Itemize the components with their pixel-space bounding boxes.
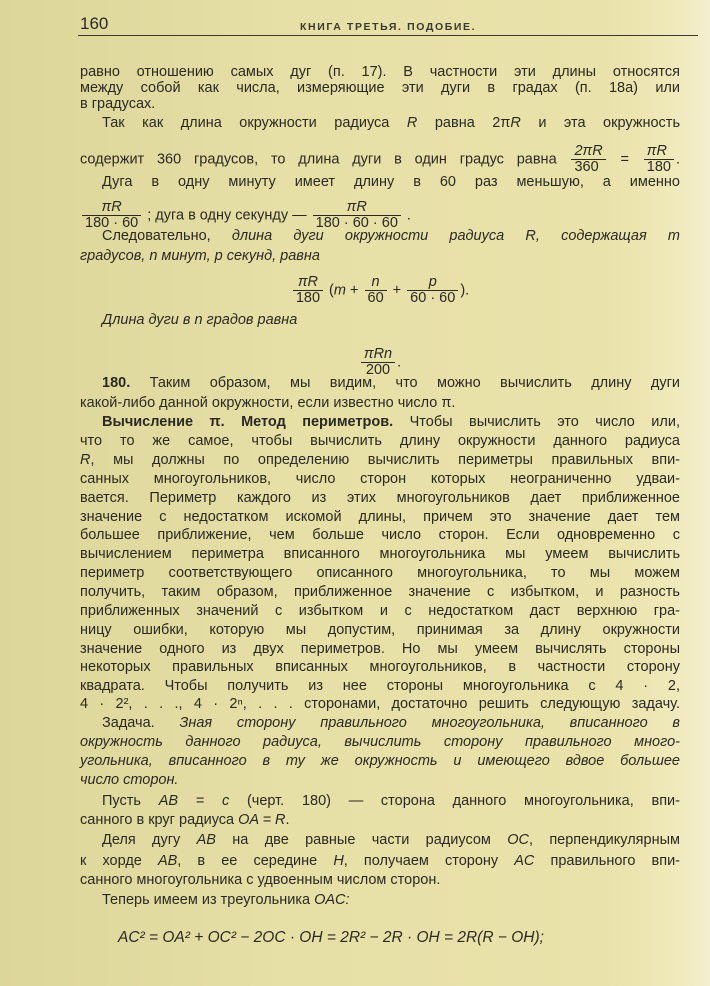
text-line bbox=[80, 891, 680, 909]
text-segment: некоторых правильных вписанных многоугольников, в частности сторону bbox=[80, 659, 680, 675]
text-segment: содержит 360 градусов, то длина дуги в один градус равна bbox=[80, 151, 570, 168]
italic-text: Длина дуги в n градов равна bbox=[102, 312, 298, 328]
text-segment: 4 · 2², . . ., 4 · 2ⁿ, . . . сторонами, достаточно решить следующую задачу. bbox=[80, 696, 680, 712]
bold-heading: Вычисление π. Метод периметров. bbox=[102, 414, 394, 430]
text-line bbox=[80, 583, 680, 601]
italic-text: Зная сторону правильного многоугольника, вписанного в bbox=[179, 715, 680, 731]
text-line bbox=[80, 432, 680, 450]
text-segment: в градусах. bbox=[80, 96, 156, 112]
fraction-numerator: n bbox=[365, 275, 387, 291]
italic-text: AC² = OA² + OC² − 2OC · OH = 2R² − 2R · OH = 2R(R − OH); bbox=[118, 929, 544, 946]
text-segment: Чтобы вычислить это число или, bbox=[393, 414, 680, 430]
text-segment: Дуга в одну минуту имеет длину в 60 раз меньшую, а именно bbox=[102, 174, 680, 190]
text-line bbox=[80, 114, 680, 132]
text-segment: Теперь имеем из треугольника bbox=[102, 892, 315, 908]
text-line bbox=[80, 374, 680, 392]
formula-line bbox=[118, 929, 710, 947]
italic-text: OAC: bbox=[314, 892, 350, 908]
text-segment: между собой как числа, измеряющие эти дуги в градах (п. 18а) или bbox=[80, 80, 680, 96]
running-title: КНИГА ТРЕТЬЯ. ПОДОБИЕ. bbox=[300, 21, 477, 33]
text-segment: ( bbox=[325, 282, 334, 299]
text-line bbox=[80, 526, 680, 544]
text-line bbox=[80, 508, 680, 526]
text-line bbox=[80, 621, 680, 639]
italic-text: H bbox=[333, 853, 344, 869]
text-segment: (черт. 180) — сторона данного многоугольника, впи- bbox=[229, 793, 680, 809]
text-line bbox=[80, 311, 680, 329]
text-segment: , мы должны по определению вычислить периметры правильных впи- bbox=[90, 452, 680, 468]
text-segment: значение с недостатком искомой длины, причем это значение дает тем bbox=[80, 509, 680, 525]
text-segment: Задача. bbox=[102, 715, 180, 731]
text-segment: Так как длина окружности радиуса bbox=[102, 115, 407, 131]
text-segment: ницу ошибки, которую мы допустим, принимая за длину окружности bbox=[80, 622, 680, 638]
text-line bbox=[80, 792, 680, 810]
text-segment: на две равные части радиусом bbox=[215, 832, 508, 848]
fraction bbox=[365, 275, 387, 306]
italic-text: OC bbox=[507, 832, 529, 848]
text-line bbox=[80, 413, 680, 431]
fraction-denominator: 180 bbox=[295, 290, 321, 306]
text-segment: Пусть bbox=[102, 793, 159, 809]
italic-text: m bbox=[333, 282, 346, 299]
bold-heading: 180. bbox=[102, 375, 131, 391]
text-line bbox=[80, 640, 680, 658]
text-segment: значение одного из двух периметров. Но мы умеем вычислять стороны bbox=[80, 641, 680, 657]
text-segment: к хорде bbox=[80, 853, 158, 869]
italic-text: OA = R bbox=[238, 812, 286, 828]
text-segment: . bbox=[402, 207, 411, 224]
italic-text: AB = c bbox=[158, 793, 230, 809]
fraction bbox=[644, 144, 674, 175]
text-segment: получить, таким образом, приближенное значение с избытком, и разность bbox=[80, 584, 680, 600]
fraction-denominator: 60 bbox=[367, 290, 384, 306]
text-line bbox=[80, 752, 680, 770]
fraction-denominator: 180 · 60 bbox=[85, 215, 139, 231]
text-line bbox=[80, 714, 680, 732]
fraction-numerator: πR bbox=[313, 200, 401, 216]
text-line bbox=[80, 564, 680, 582]
italic-text: число сторон. bbox=[80, 772, 179, 788]
text-line bbox=[80, 602, 680, 620]
text-segment: ; дуга в одну секунду — bbox=[143, 207, 311, 224]
text-segment: , перпендикулярным bbox=[528, 832, 680, 848]
fraction-denominator: 180 · 60 · 60 bbox=[315, 215, 398, 231]
fraction bbox=[571, 144, 605, 175]
text-segment: . bbox=[675, 151, 680, 168]
text-line bbox=[80, 831, 680, 849]
text-line bbox=[80, 658, 680, 676]
text-line bbox=[80, 677, 680, 695]
text-segment: большее приближение, чем больше число сторон. Если одновременно с bbox=[80, 527, 680, 543]
italic-text: R bbox=[510, 115, 521, 131]
text-segment: вычислением периметра вписанного многоугольника мы умеем вычислить bbox=[80, 546, 680, 562]
fraction-numerator: πRn bbox=[361, 347, 395, 363]
fraction-denominator: 200 bbox=[365, 362, 391, 378]
text-line bbox=[80, 695, 680, 713]
fraction-denominator: 180 bbox=[646, 159, 671, 175]
text-line bbox=[80, 143, 680, 175]
text-segment: , получаем сторону bbox=[343, 853, 515, 869]
text-segment: , в ее середине bbox=[177, 853, 334, 869]
text-line bbox=[80, 811, 680, 829]
italic-text: AB bbox=[196, 832, 216, 848]
text-segment: Таким образом, мы видим, что можно вычислить длину дуги bbox=[130, 375, 680, 391]
text-line bbox=[80, 227, 680, 245]
text-segment: какой-либо данной окружности, если известно число π. bbox=[80, 395, 456, 411]
text-segment: + bbox=[345, 282, 363, 299]
fraction-numerator: p bbox=[407, 275, 458, 291]
header-rule bbox=[78, 35, 698, 36]
text-segment: вается. Периметр каждого из этих многоугольников дает приближенное bbox=[80, 490, 680, 506]
text-segment: санного в круг радиуса bbox=[80, 812, 239, 828]
text-line bbox=[80, 451, 680, 469]
fraction-numerator: 2πR bbox=[571, 144, 605, 160]
text-segment: санных многоугольников, число сторон которых неограниченно удваи- bbox=[80, 471, 680, 487]
fraction-numerator: πR bbox=[82, 200, 141, 216]
italic-text: R bbox=[80, 452, 91, 468]
text-segment: . bbox=[397, 354, 402, 371]
text-segment: + bbox=[388, 282, 406, 299]
text-line bbox=[80, 173, 680, 191]
fraction-denominator: 360 bbox=[574, 159, 599, 175]
text-line bbox=[80, 247, 680, 265]
text-segment: приближенных значений с избытком и с недостатком даст верхнюю гра- bbox=[80, 603, 680, 619]
text-segment: Следовательно, bbox=[102, 228, 232, 244]
text-line bbox=[80, 470, 680, 488]
italic-text: AB bbox=[157, 853, 178, 869]
text-line bbox=[80, 394, 680, 412]
text-segment: равно отношению самых дуг (п. 17). В частности эти длины относятся bbox=[80, 64, 680, 80]
fraction bbox=[293, 275, 323, 306]
text-segment: периметр соответствующего описанного многоугольника, то мы можем bbox=[80, 565, 680, 581]
text-segment: правильного впи- bbox=[534, 853, 681, 869]
text-line bbox=[80, 95, 680, 113]
text-line bbox=[80, 871, 680, 889]
text-line bbox=[80, 771, 680, 789]
text-segment: санного многоугольника с удвоенным числом сторон. bbox=[80, 872, 441, 888]
text-segment: ). bbox=[460, 282, 470, 299]
text-line bbox=[80, 852, 680, 870]
text-line bbox=[80, 489, 680, 507]
text-segment: что то же самое, чтобы вычислить длину окружности данного радиуса bbox=[80, 433, 680, 449]
fraction-numerator: πR bbox=[644, 144, 674, 160]
italic-text: угольника, вписанного в ту же окружность и имеющего вдвое большее bbox=[80, 753, 680, 769]
text-segment: Деля дугу bbox=[102, 832, 197, 848]
italic-text: окружность данного радиуса, вычислить сторону правильного много- bbox=[80, 734, 680, 750]
page-number: 160 bbox=[80, 14, 109, 33]
fraction bbox=[407, 275, 458, 306]
fraction-denominator: 60 · 60 bbox=[410, 290, 456, 306]
italic-text: AC bbox=[514, 853, 535, 869]
italic-text: R bbox=[406, 115, 418, 131]
text-segment: и эта окружность bbox=[520, 115, 681, 131]
text-segment: квадрата. Чтобы получить из нее стороны многоугольника с 4 · 2, bbox=[80, 678, 680, 694]
fraction-numerator: πR bbox=[293, 275, 323, 291]
italic-text: градусов, n минут, p секунд, равна bbox=[80, 248, 320, 264]
text-line bbox=[80, 733, 680, 751]
text-line bbox=[80, 545, 680, 563]
text-segment: . bbox=[285, 812, 290, 828]
italic-text: длина дуги окружности радиуса R, содержащая m bbox=[231, 228, 680, 244]
text-segment: = bbox=[607, 151, 642, 168]
formula-line bbox=[80, 346, 680, 378]
text-segment: равна 2π bbox=[417, 115, 511, 131]
